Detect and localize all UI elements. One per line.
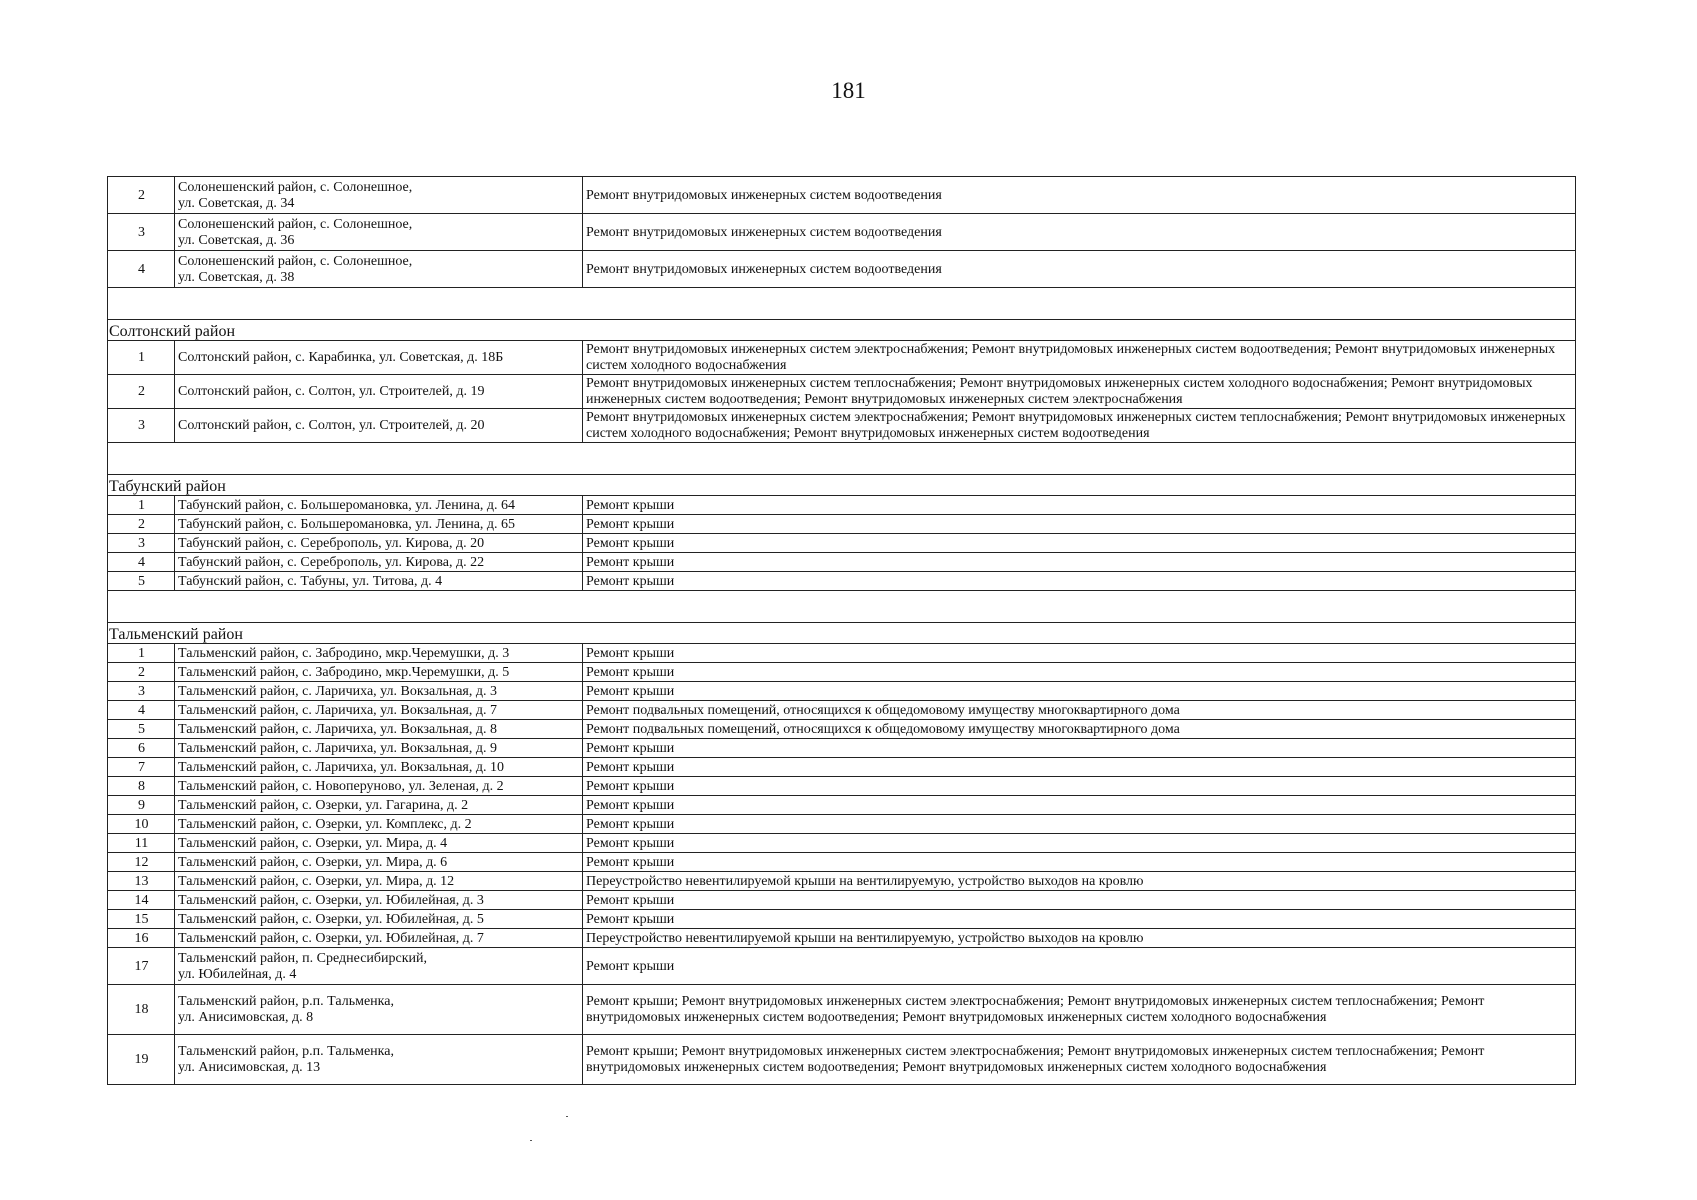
row-number-cell: 18 xyxy=(108,985,175,1035)
row-number-cell: 4 xyxy=(108,701,175,720)
row-number-cell: 3 xyxy=(108,534,175,553)
row-number-cell: 2 xyxy=(108,663,175,682)
work-type-cell: Ремонт крыши xyxy=(583,777,1576,796)
district-header-row xyxy=(108,475,1576,496)
address-cell: Тальменский район, с. Забродино, мкр.Черемушки, д. 3 xyxy=(175,644,583,663)
section-gap-cell xyxy=(108,591,1576,623)
address-cell: Тальменский район, с. Ларичиха, ул. Вокзальная, д. 9 xyxy=(175,739,583,758)
table-row xyxy=(108,534,1576,553)
work-type-cell: Ремонт крыши xyxy=(583,910,1576,929)
table-row xyxy=(108,758,1576,777)
repair-table-container xyxy=(107,176,1575,1085)
table-row xyxy=(108,834,1576,853)
row-number-cell: 1 xyxy=(108,496,175,515)
address-cell: Тальменский район, п. Среднесибирский, ул. Юбилейная, д. 4 xyxy=(175,948,583,985)
table-row xyxy=(108,1035,1576,1085)
table-row xyxy=(108,644,1576,663)
district-header-row xyxy=(108,623,1576,644)
table-row xyxy=(108,929,1576,948)
row-number-cell: 3 xyxy=(108,409,175,443)
address-cell: Тальменский район, с. Озерки, ул. Юбилейная, д. 7 xyxy=(175,929,583,948)
row-number-cell: 11 xyxy=(108,834,175,853)
address-cell: Тальменский район, с. Ларичиха, ул. Вокзальная, д. 10 xyxy=(175,758,583,777)
row-number-cell: 7 xyxy=(108,758,175,777)
work-type-cell: Ремонт крыши xyxy=(583,496,1576,515)
table-row xyxy=(108,682,1576,701)
table-row xyxy=(108,985,1576,1035)
row-number-cell: 17 xyxy=(108,948,175,985)
address-cell: Тальменский район, р.п. Тальменка, ул. Анисимовская, д. 8 xyxy=(175,985,583,1035)
section-gap-row xyxy=(108,288,1576,320)
table-row xyxy=(108,515,1576,534)
row-number-cell: 19 xyxy=(108,1035,175,1085)
row-number-cell: 4 xyxy=(108,251,175,288)
repair-table xyxy=(107,176,1576,1085)
table-row xyxy=(108,177,1576,214)
section-gap-row xyxy=(108,443,1576,475)
work-type-cell: Ремонт внутридомовых инженерных систем электроснабжения; Ремонт внутридомовых инженерных систем водоотведения; Ремонт внутридомовых инженерных систем холодного водоснабжения xyxy=(583,341,1576,375)
row-number-cell: 8 xyxy=(108,777,175,796)
district-title: Солтонский район xyxy=(108,320,1576,341)
work-type-cell: Ремонт внутридомовых инженерных систем электроснабжения; Ремонт внутридомовых инженерных систем теплоснабжения; Ремонт внутридомовых инженерных систем холодного водоснабжения; Ремонт внутридомовых инженерных систем водоотведения xyxy=(583,409,1576,443)
row-number-cell: 12 xyxy=(108,853,175,872)
page-number: 181 xyxy=(831,78,866,103)
work-type-cell: Ремонт крыши xyxy=(583,663,1576,682)
address-cell: Тальменский район, с. Озерки, ул. Юбилейная, д. 5 xyxy=(175,910,583,929)
address-cell: Табунский район, с. Большеромановка, ул. Ленина, д. 64 xyxy=(175,496,583,515)
table-row xyxy=(108,409,1576,443)
address-cell: Тальменский район, с. Озерки, ул. Комплекс, д. 2 xyxy=(175,815,583,834)
work-type-cell: Переустройство невентилируемой крыши на вентилируемую, устройство выходов на кровлю xyxy=(583,929,1576,948)
table-row xyxy=(108,948,1576,985)
work-type-cell: Ремонт внутридомовых инженерных систем водоотведения xyxy=(583,251,1576,288)
section-gap-cell xyxy=(108,443,1576,475)
row-number-cell: 16 xyxy=(108,929,175,948)
table-row xyxy=(108,720,1576,739)
table-row xyxy=(108,701,1576,720)
table-row xyxy=(108,777,1576,796)
work-type-cell: Ремонт внутридомовых инженерных систем водоотведения xyxy=(583,177,1576,214)
address-cell: Солонешенский район, с. Солонешное, ул. Советская, д. 36 xyxy=(175,214,583,251)
address-cell: Тальменский район, с. Новоперуново, ул. Зеленая, д. 2 xyxy=(175,777,583,796)
table-row xyxy=(108,251,1576,288)
work-type-cell: Переустройство невентилируемой крыши на вентилируемую, устройство выходов на кровлю xyxy=(583,872,1576,891)
row-number-cell: 13 xyxy=(108,872,175,891)
address-cell: Табунский район, с. Большеромановка, ул. Ленина, д. 65 xyxy=(175,515,583,534)
table-row xyxy=(108,910,1576,929)
section-gap-cell xyxy=(108,288,1576,320)
address-cell: Тальменский район, с. Озерки, ул. Юбилейная, д. 3 xyxy=(175,891,583,910)
work-type-cell: Ремонт подвальных помещений, относящихся к общедомовому имуществу многоквартирного дома xyxy=(583,701,1576,720)
work-type-cell: Ремонт крыши xyxy=(583,534,1576,553)
table-row xyxy=(108,214,1576,251)
work-type-cell: Ремонт крыши xyxy=(583,948,1576,985)
row-number-cell: 10 xyxy=(108,815,175,834)
row-number-cell: 5 xyxy=(108,720,175,739)
address-cell: Табунский район, с. Табуны, ул. Титова, д. 4 xyxy=(175,572,583,591)
address-cell: Табунский район, с. Сереброполь, ул. Кирова, д. 20 xyxy=(175,534,583,553)
section-gap-row xyxy=(108,591,1576,623)
address-cell: Тальменский район, с. Ларичиха, ул. Вокзальная, д. 7 xyxy=(175,701,583,720)
address-cell: Тальменский район, с. Озерки, ул. Мира, д. 4 xyxy=(175,834,583,853)
scan-speck xyxy=(566,1116,568,1117)
address-cell: Солтонский район, с. Солтон, ул. Строителей, д. 20 xyxy=(175,409,583,443)
work-type-cell: Ремонт крыши xyxy=(583,644,1576,663)
table-row xyxy=(108,739,1576,758)
work-type-cell: Ремонт внутридомовых инженерных систем теплоснабжения; Ремонт внутридомовых инженерных систем холодного водоснабжения; Ремонт внутридомовых инженерных систем водоотведения; Ремонт внутридомовых инженерных систем электроснабжения xyxy=(583,375,1576,409)
address-cell: Табунский район, с. Сереброполь, ул. Кирова, д. 22 xyxy=(175,553,583,572)
row-number-cell: 3 xyxy=(108,214,175,251)
address-cell: Солонешенский район, с. Солонешное, ул. Советская, д. 34 xyxy=(175,177,583,214)
table-row xyxy=(108,891,1576,910)
work-type-cell: Ремонт крыши xyxy=(583,682,1576,701)
row-number-cell: 1 xyxy=(108,341,175,375)
address-cell: Тальменский район, р.п. Тальменка, ул. Анисимовская, д. 13 xyxy=(175,1035,583,1085)
table-row xyxy=(108,496,1576,515)
row-number-cell: 14 xyxy=(108,891,175,910)
district-title: Табунский район xyxy=(108,475,1576,496)
row-number-cell: 9 xyxy=(108,796,175,815)
table-row xyxy=(108,815,1576,834)
work-type-cell: Ремонт крыши xyxy=(583,515,1576,534)
row-number-cell: 2 xyxy=(108,375,175,409)
table-row xyxy=(108,663,1576,682)
work-type-cell: Ремонт подвальных помещений, относящихся к общедомовому имуществу многоквартирного дома xyxy=(583,720,1576,739)
row-number-cell: 5 xyxy=(108,572,175,591)
row-number-cell: 3 xyxy=(108,682,175,701)
address-cell: Тальменский район, с. Озерки, ул. Мира, д. 6 xyxy=(175,853,583,872)
address-cell: Солтонский район, с. Карабинка, ул. Советская, д. 18Б xyxy=(175,341,583,375)
work-type-cell: Ремонт крыши xyxy=(583,834,1576,853)
table-row xyxy=(108,872,1576,891)
table-row xyxy=(108,796,1576,815)
row-number-cell: 1 xyxy=(108,644,175,663)
work-type-cell: Ремонт крыши xyxy=(583,553,1576,572)
table-row xyxy=(108,553,1576,572)
row-number-cell: 15 xyxy=(108,910,175,929)
work-type-cell: Ремонт крыши xyxy=(583,815,1576,834)
work-type-cell: Ремонт крыши xyxy=(583,796,1576,815)
work-type-cell: Ремонт крыши xyxy=(583,853,1576,872)
table-row xyxy=(108,853,1576,872)
address-cell: Тальменский район, с. Ларичиха, ул. Вокзальная, д. 8 xyxy=(175,720,583,739)
address-cell: Тальменский район, с. Озерки, ул. Мира, д. 12 xyxy=(175,872,583,891)
address-cell: Тальменский район, с. Забродино, мкр.Черемушки, д. 5 xyxy=(175,663,583,682)
work-type-cell: Ремонт крыши xyxy=(583,891,1576,910)
table-row xyxy=(108,375,1576,409)
work-type-cell: Ремонт крыши xyxy=(583,572,1576,591)
scan-speck xyxy=(530,1140,532,1141)
work-type-cell: Ремонт крыши; Ремонт внутридомовых инженерных систем электроснабжения; Ремонт внутридомовых инженерных систем теплоснабжения; Ремонт внутридомовых инженерных систем водоотведения; Ремонт внутридомовых инженерных систем холодного водоснабжения xyxy=(583,985,1576,1035)
address-cell: Солтонский район, с. Солтон, ул. Строителей, д. 19 xyxy=(175,375,583,409)
address-cell: Солонешенский район, с. Солонешное, ул. Советская, д. 38 xyxy=(175,251,583,288)
row-number-cell: 4 xyxy=(108,553,175,572)
work-type-cell: Ремонт внутридомовых инженерных систем водоотведения xyxy=(583,214,1576,251)
address-cell: Тальменский район, с. Озерки, ул. Гагарина, д. 2 xyxy=(175,796,583,815)
table-row xyxy=(108,572,1576,591)
table-row xyxy=(108,341,1576,375)
row-number-cell: 6 xyxy=(108,739,175,758)
district-title: Тальменский район xyxy=(108,623,1576,644)
work-type-cell: Ремонт крыши; Ремонт внутридомовых инженерных систем электроснабжения; Ремонт внутридомовых инженерных систем теплоснабжения; Ремонт внутридомовых инженерных систем водоотведения; Ремонт внутридомовых инженерных систем холодного водоснабжения xyxy=(583,1035,1576,1085)
work-type-cell: Ремонт крыши xyxy=(583,739,1576,758)
row-number-cell: 2 xyxy=(108,177,175,214)
work-type-cell: Ремонт крыши xyxy=(583,758,1576,777)
row-number-cell: 2 xyxy=(108,515,175,534)
district-header-row xyxy=(108,320,1576,341)
address-cell: Тальменский район, с. Ларичиха, ул. Вокзальная, д. 3 xyxy=(175,682,583,701)
